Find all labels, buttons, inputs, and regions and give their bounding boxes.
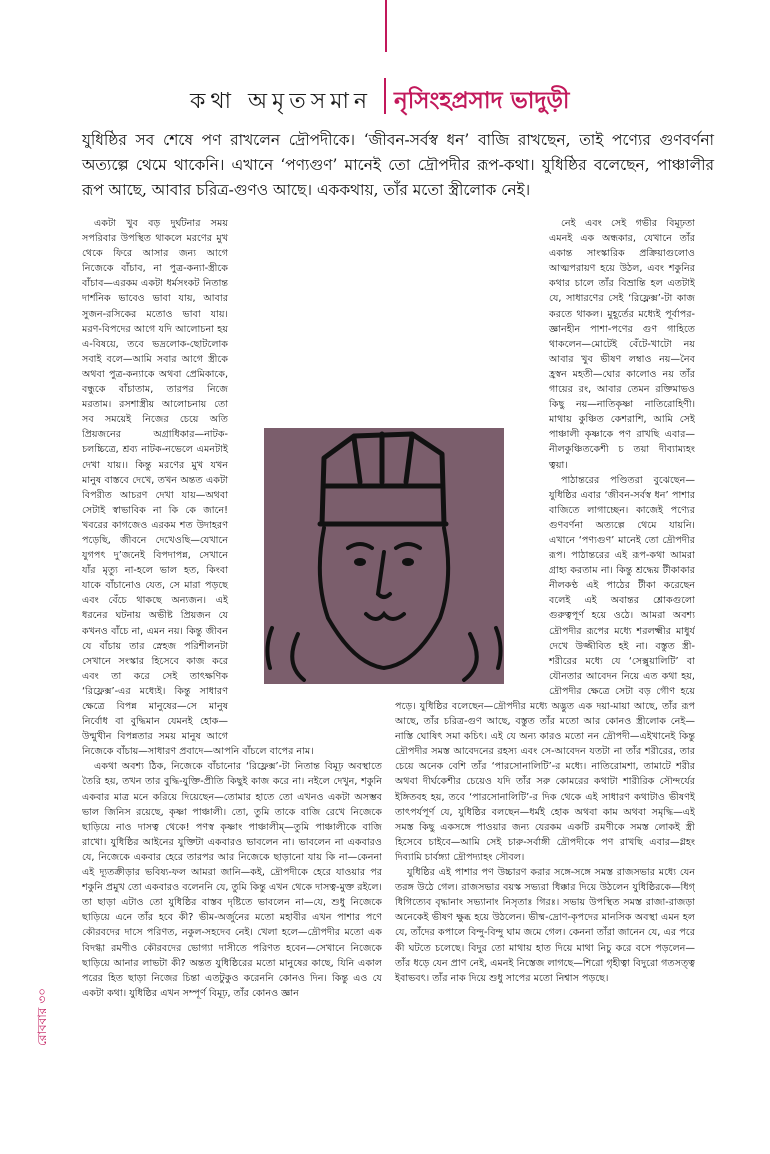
page-number: ৩০ <box>35 988 49 1004</box>
article-header <box>0 78 770 118</box>
left-paragraph-2: একথা অবশ্য ঠিক, নিজেকে বাঁচানোর ‘রিফ্লেক্স’-টা নিতান্ত বিমূঢ় অবস্থাতে তৈরি হয়, তখন তার বুদ্ধি-যুক্তি-প্রীতি কিছুই কাজ করে না। নইলে দেখুন, শকুনি একবার মাত্র মনে করিয়ে দিয়েছেন—তোমার হাতে তো এখনও একটা অসম্ভব ভাল জিনিস রয়েছে, কৃষ্ণা পাঞ্চালী। তো, তুমি তাকে বাজি রেখে নিজেকে ছাড়িয়ে নাও দাসত্ব থেকে! পণস্ব কৃষ্ণাং পাঞ্চালীম্—তুমি পাঞ্চালীকে বাজি রাখো। যুধিষ্ঠির আইনের যুক্তিটা একবারও ভাবলেন না। ভাবলেন না একবারও যে, নিজেকে একবার হেরে তারপর আর নিজেকে ছাড়ানো যায় কি না—কেননা এই দ্যূতক্রীড়ার ভবিষ্য-ফল আমরা জানি—কই, দ্রৌপদীকে হেরে যাওয়ার পর শকুনি প্রমুখ তো একবারও বলেননি যে, তুমি কিন্তু এখন থেকে দাসত্ব-মুক্ত রইলে। তা ছাড়া এটাও তো যুধিষ্ঠির বাস্তব দৃষ্টিতে ভাবলেন না—যে, শুধু নিজেকে ছাড়িয়ে এনে তাঁর হবে কী? ভীম-অর্জুনের মতো মহাবীর এখন পাশার পণে কৌরবদের দাসে পরিণত, নকুল-সহদেব নেই। খেলা হলে—দ্রৌপদীর মতো এক বিদগ্ধা রমণীও কৌরবদের ভোগ্যা দাসীতে পরিণত হবেন—সেখানে নিজেকে ছাড়িয়ে আনার লাভটা কী? অন্তত যুধিষ্ঠিরের মতো মানুষের কাছে, যিনি একাল পরের হিত ছাড়া নিজের চিন্তা এতটুকুও করেননি কোনও দিন। কিন্তু এও যে একটা কথা। যুধিষ্ঠির এখন সম্পূর্ণ বিমূঢ়, তাঁর কোনও জ্ঞান <box>82 761 382 999</box>
top-accent-rule <box>385 0 387 52</box>
intro-paragraph: যুধিষ্ঠির সব শেষে পণ রাখলেন দ্রৌপদীকে। ‘জীবন-সর্বস্ব ধন’ বাজি রাখছেন, তাই পণ্যের গুণবর্ণনা অত্যল্পে থেমে থাকেনি। এখানে ‘পণ্যগুণ’ মানেই তো দ্রৌপদীর রূপ-কথা। যুধিষ্ঠির বলেছেন, পাঞ্চালীর রূপ আছে, আবার চরিত্র-গুণও আছে। এককথায়, তাঁর মতো স্ত্রীলোক নেই। <box>82 131 714 199</box>
header-divider <box>384 78 386 114</box>
page-footer <box>34 956 52 1046</box>
author-name: নৃসিংহপ্রসাদ ভাদুড়ী <box>394 88 570 114</box>
left-paragraph-1: একটা খুব বড় দুর্ঘটনার সময় সপরিবার উপস্থিত থাকলে মরণের মুখ থেকে ফিরে আসার জন্য আগে নিজেকে বাঁচাব, না পুত্র-কন্যা-স্ত্রীকে বাঁচাব—এরকম একটা ধর্মসংকট নিতান্ত দার্শনিক ভাবেও ভাবা যায়, আবার সুজন-রসিকের মতোও ভাবা যায়। মরণ-বিপদের আগে যদি আলোচনা হয় এ-বিষয়ে, তবে ভদ্রলোক-ছোটলোক সবাই বলে—আমি সবার আগে স্ত্রীকে অথবা পুত্র-কন্যাকে অথবা প্রেমিকাকে, বন্ধুকে বাঁচাতাম, তারপর নিজে মরতাম। রসশাস্ত্রীয় আলোচনায় তো সব সময়েই নিজের চেয়ে অতি প্রিয়জনের অগ্রাধিকার—নাটক-চলচ্চিত্রে, শ্রব্য নাটক-নভেলে এমনটাই দেখা যায়।। কিন্তু মরণের মুখ যখন মানুষ বাস্তবে দেখে, তখন অন্তত একটা বিপরীত আচরণ দেখা যায়—অথবা সেটাই স্বাভাবিক না কি কে জানে! খবরের কাগজেও এরকম শত উদাহরণ পড়েছি, জীবনে দেখেওছি—যেখানে যুগপৎ দু’জনেই বিপদাপন্ন, সেখানে যাঁর মৃত্যু না-হলে ভাল হত, কিংবা যাকে বাঁচানোও যেত, সে মারা পড়ছে এবং বেঁচে থাকছে অন্যজন। এই ধরনের ঘটনায় অভীষ্ট প্রিয়জন যে কখনও বাঁচে না, এমন নয়। কিন্তু জীবন যে বাঁচায় তার স্নেহজ পরিশীলনটা সেখানে সংস্কার হিসেবে কাজ করে এবং তা করে সেই তাৎক্ষণিক ‘রিফ্লেক্স’-এর মধ্যেই। কিন্তু সাধারণ ক্ষেত্রে বিপন্ন মানুষের—সে মানুষ নির্বোধ বা বুদ্ধিমান যেমনই হোক—উন্মুখীন বিপন্নতার সময় মানুষ আগে নিজেকে বাঁচায়—সাধারণ প্রবাদে—আপনি বাঁচলে বাপের নাম। <box>82 218 314 758</box>
yudhishthira-illustration <box>264 428 504 684</box>
portrait-drawing <box>264 428 504 684</box>
right-paragraph-3: যুধিষ্ঠির এই পাশার পণ উচ্চারণ করার সঙ্গে-সঙ্গে সমস্ত রাজসভার মধ্যে যেন তরঙ্গ উঠে গেল। রাজসভার বয়স্ক সভ্যরা ধিক্কার দিয়ে উঠলেন যুধিষ্ঠিরকে—ধিগ্ ধিগিত্যেব বৃদ্ধানাং সভ্যানাং নিসৃতাঃ গিরঃ। সভায় উপস্থিত সমস্ত রাজা-রাজড়া অনেকেই ভীষণ ক্ষুব্ধ হয়ে উঠলেন। ভীষ্ম-দ্রোণ-কৃপদের মানসিক অবস্থা এমন হল যে, তাঁদের কপালে বিন্দু-বিন্দু ঘাম জমে গেল। কেননা তাঁরা জানেন যে, এর পরে কী ঘটতে চলেছে। বিদুর তো মাথায় হাত দিয়ে মাথা নিচু করে বসে পড়লেন—তাঁর ধড়ে যেন প্রাণ নেই, এমনই নিস্তেজ লাগছে—শিরো গৃহীত্বা বিদুরো গতসত্ত্ব ইবাভবৎ। তাঁর নাক দিয়ে শুধু সাপের মতো নিশ্বাস পড়ছে। <box>395 867 695 984</box>
series-title: কথা অমৃতসমান <box>189 89 372 114</box>
right-paragraph-2: পাঠান্তরের পণ্ডিতরা বুঝেছেন—যুধিষ্ঠির এবার ‘জীবন-সর্বস্ব ধন’ পাশার বাজিতে লাগাচ্ছেন। কাজেই পণ্যের গুণবর্ণনা অত্যল্পে থেমে যায়নি। এখানে ‘পণ্যগুণ’ মানেই তো দ্রৌপদীর রূপ। পাঠান্তরের এই রূপ-কথা আমরা গ্রাহ্য করতাম না। কিন্তু শ্রদ্ধেয় টীকাকার নীলকণ্ঠ এই পাঠের টীকা করেছেন বলেই এই অবান্তর শ্লোকগুলো গুরুত্বপূর্ণ হয়ে ওঠে। আমরা অবশ্য দ্রৌপদীর রূপের মধ্যে শরলক্ষ্মীর মাধুর্য দেখে উজ্জীবিত হই না। বস্তুত স্ত্রী-শরীরের মধ্যে যে ‘সেক্সুয়ালিটি’ বা যৌনতার আবেদন নিয়ে এত কথা হয়, দ্রৌপদীর ক্ষেত্রে সেটা বড় গৌণ হয়ে পড়ে। যুধিষ্ঠির বলেছেন—দ্রৌপদীর মধ্যে অদ্ভুত এক দয়া-মায়া আছে, তাঁর রূপ আছে, তাঁর চরিত্র-গুণ আছে, বস্তুত তাঁর মতো আর কোনও স্ত্রীলোক নেই—নাস্তি ঘোষিৎ সমা কচিৎ। এই যে অন্য কারও মতো নন দ্রৌপদী—এইখানেই কিন্তু দ্রৌপদীর সমস্ত আবেদনের রহস্য এবং সে-আবেদন যতটা না তাঁর শরীরের, তার চেয়ে অনেক বেশি তাঁর ‘পারসোনালিটি’-র মধ্যে। নাতিরোমশা, তামাটে শরীর অথবা দীর্ঘকেশীর চেয়েও যদি তাঁর সরু কোমরের কথাটা শারীরিক সৌন্দর্যের ইঙ্গিতবহ হয়, তবে ‘পারসোনালিটি’-র দিক থেকে এই সাধারণ কথাটাও ভীষণই তাৎপর্যপূর্ণ যে, যুধিষ্ঠির বলছেন—ধর্মই হোক অথবা কাম অথবা সমৃদ্ধি—এই সমস্ত কিছু একসঙ্গে পাওয়ার জন্য যেরকম একটি রমণীকে সমস্ত লোকই স্ত্রী হিসেবে চাইবে—আমি সেই চারু-সর্বাঙ্গী দ্রৌপদীকে পণ রাখছি এবার—গ্লহং দিব্যামি চার্বঙ্গ্যা দ্রৌপদ্যাহং সৌবল। <box>395 474 695 863</box>
magazine-name: রোববার <box>35 1007 49 1046</box>
right-paragraph-1: নেই এবং সেই গভীর বিমূঢ়তা এমনই এক অন্ধকার, যেখানে তাঁর একান্ত সাংস্কারিক প্রক্রিয়াগুলোও আত্মপরায়ণ হয়ে উঠল, এবং শকুনির কথার চালে তাঁর বিভ্রান্তি হল এতটাই যে, সাধারণের সেই ‘রিফ্লেক্স’-টা কাজ করতে থাকল। মুহূর্তের মধ্যেই পূর্বাপর-জ্ঞানহীন পাশা-পণের গুণ গাহিতে থাকলেন—মোটেই বেঁটে-খাটো নয় আবার খুব ভীষণ লম্বাও নয়—নৈব হ্রস্বন মহতী—ঘোর কালোও নয় তাঁর গায়ের রং, আবার তেমন রক্তিমাভও কিছু নয়—নাতিকৃষ্ণা নাতিরোহিণী। মাথায় কুঞ্চিত কেশরাশি, আমি সেই পাঞ্চালী কৃষ্ণাকে পণ রাখছি এবার—নীলকুঞ্চিতকেশী চ তয়া দীব্যাম্যহং ত্বয়া। <box>549 218 695 471</box>
